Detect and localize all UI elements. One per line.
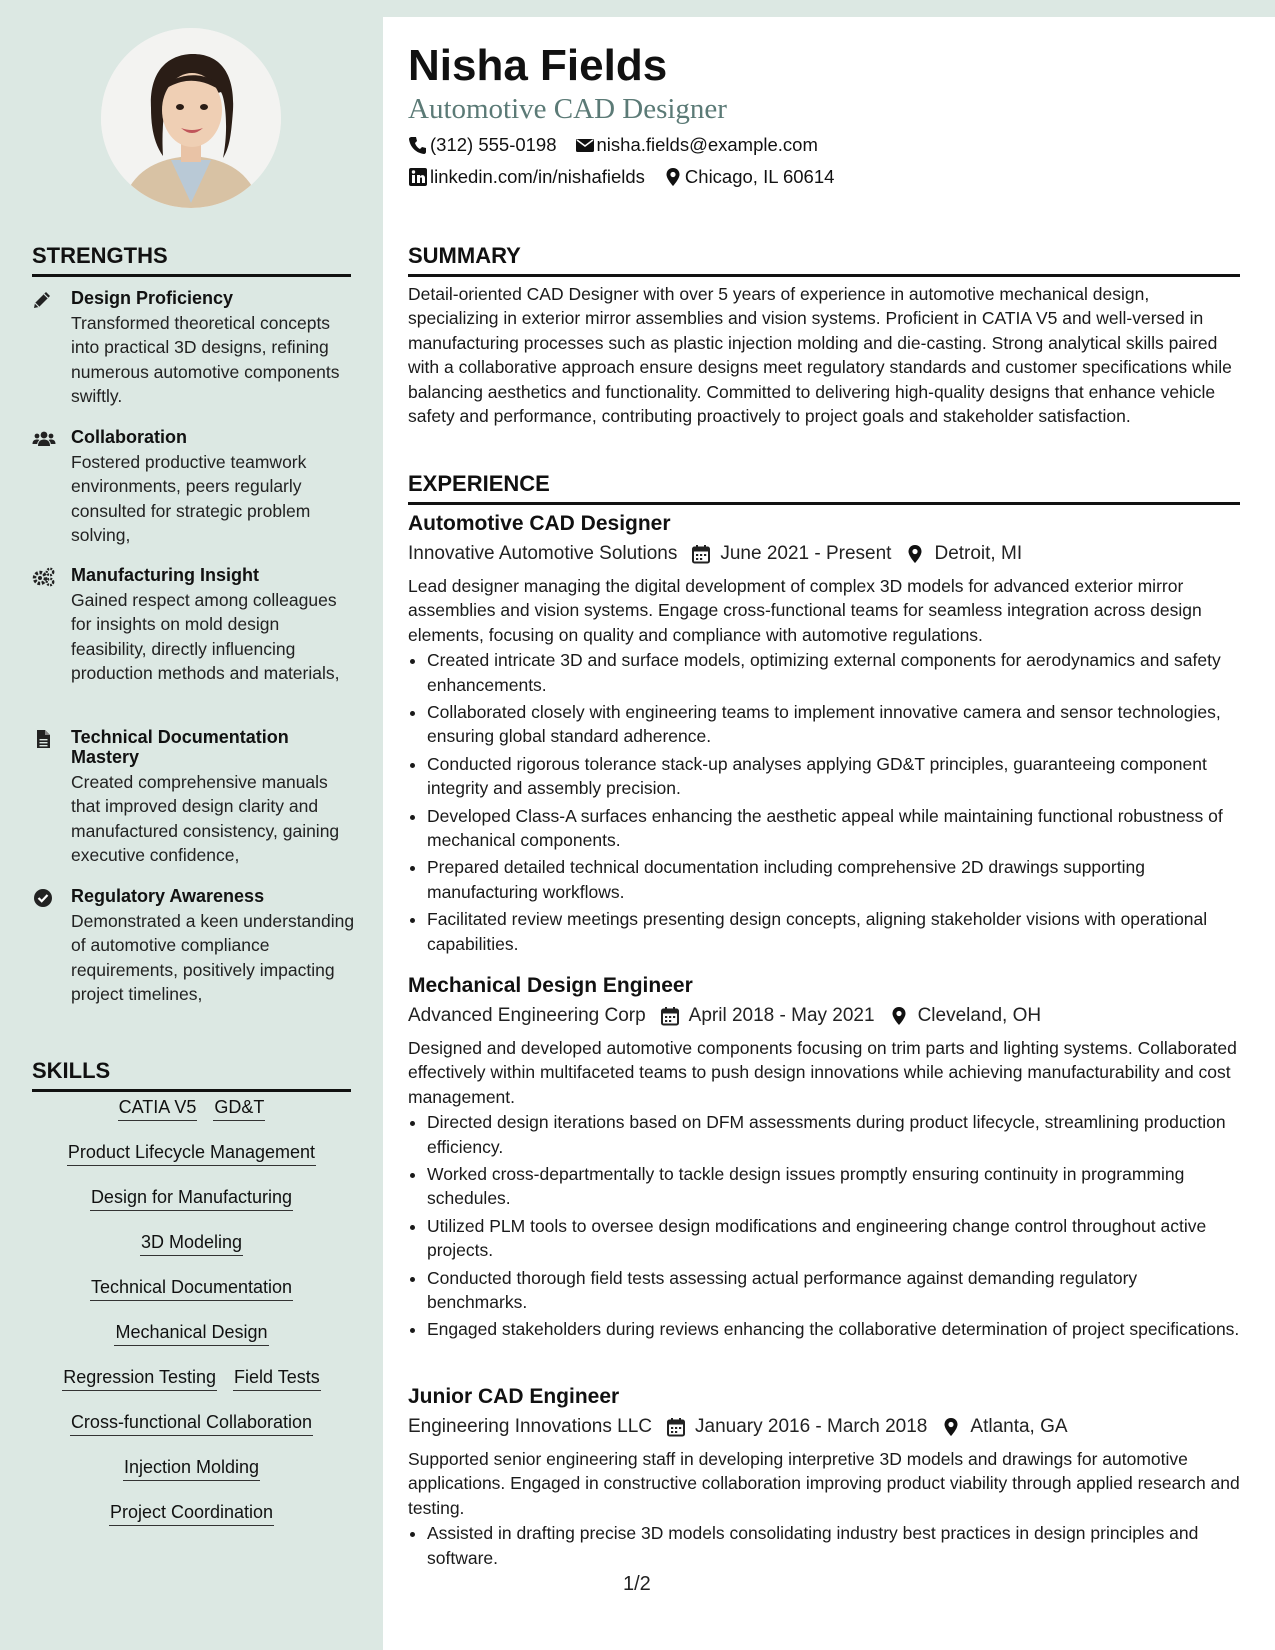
job-role: Mechanical Design Engineer <box>408 974 693 997</box>
job-bullet: • Developed Class-A surfaces enhancing the aesthetic appeal while maintaining functional robustness of mechanical components. <box>427 804 1242 853</box>
job-bullet: • Collaborated closely with engineering teams to implement innovative camera and sensor technologies, ensuring global standard adherence. <box>427 700 1242 749</box>
skill-tag: 3D Modeling <box>140 1230 243 1256</box>
job-meta <box>408 1415 1242 1439</box>
skill-tag: Regression Testing <box>62 1365 217 1391</box>
candidate-title: Automotive CAD Designer <box>408 93 727 125</box>
calendar-icon <box>666 1417 686 1437</box>
job-meta <box>408 1004 1242 1028</box>
linkedin-link[interactable]: linkedin.com/in/nishafields <box>430 166 645 187</box>
phone-icon <box>408 135 428 155</box>
summary-text: Detail-oriented CAD Designer with over 5 years of experience in automotive mechanical design, specializing in exterior mirror assemblies and vision systems. Proficient in CATIA V5 and well-versed in manufacturing processes such as plastic injection molding and die-casting. Strong analytical skills paired with a collaborative approach ensure designs meet regulatory standards and customer specifications while balancing aesthetics and functionality. Committed to delivering high-quality designs that enhance vehicle safety and performance, contributing proactively to project goals and stakeholder satisfaction. <box>408 284 1232 427</box>
skills-list <box>32 1095 351 1545</box>
skills-heading: SKILLS <box>32 1058 351 1092</box>
job-company: Engineering Innovations LLC <box>408 1416 653 1437</box>
envelope-icon <box>575 135 595 155</box>
strength-title: Technical Documentation Mastery <box>71 727 289 767</box>
map-pin-icon <box>905 544 925 564</box>
job-bullet: • Directed design iterations based on DFM assessments during product lifecycle, streamlining production efficiency. <box>427 1110 1242 1159</box>
job-bullet: • Prepared detailed technical documentation including comprehensive 2D drawings supporting manufacturing workflows. <box>427 855 1242 904</box>
pencil-icon <box>32 290 54 310</box>
map-pin-icon <box>663 167 683 187</box>
job-bullet: • Assisted in drafting precise 3D models consolidating industry best practices in design principles and software. <box>427 1521 1242 1570</box>
skill-tag: Mechanical Design <box>114 1320 268 1346</box>
strength-title: Design Proficiency <box>71 288 234 308</box>
calendar-icon <box>691 544 711 564</box>
email-link[interactable]: nisha.fields@example.com <box>596 134 818 155</box>
page-number: 1/2 <box>623 1573 651 1595</box>
skill-tag: Cross-functional Collaboration <box>70 1410 313 1436</box>
strength-item <box>32 727 357 867</box>
check-circle-icon <box>32 888 54 908</box>
skill-tag: Product Lifecycle Management <box>67 1140 316 1166</box>
job-description: Designed and developed automotive components focusing on trim parts and lighting systems. Collaborated effectively within multifaceted teams to push design innovations while achieving manufacturability and cost management. <box>408 1038 1237 1107</box>
job-bullet: • Conducted thorough field tests assessing actual performance against demanding regulatory benchmarks. <box>427 1266 1242 1315</box>
job-bullets <box>408 1110 1242 1342</box>
strength-title: Manufacturing Insight <box>71 565 259 585</box>
job-company: Advanced Engineering Corp <box>408 1005 646 1026</box>
summary-heading: SUMMARY <box>408 243 1240 277</box>
strength-desc: Demonstrated a keen understanding of automotive compliance requirements, positively impacting project timelines, <box>71 911 355 1004</box>
strength-item <box>32 565 357 685</box>
strength-desc: Gained respect among colleagues for insights on mold design feasibility, directly influencing production methods and materials, <box>71 590 340 683</box>
strength-desc: Transformed theoretical concepts into practical 3D designs, refining numerous automotive components swiftly. <box>71 313 340 406</box>
job-bullet: • Utilized PLM tools to oversee design modifications and engineering change control throughout active projects. <box>427 1214 1242 1263</box>
job-entry <box>408 511 1242 959</box>
skill-tag: Design for Manufacturing <box>90 1185 293 1211</box>
strength-item <box>32 288 357 408</box>
job-bullet: • Worked cross-departmentally to tackle design issues promptly ensuring continuity in programming schedules. <box>427 1162 1242 1211</box>
job-role: Automotive CAD Designer <box>408 512 671 535</box>
strengths-heading: STRENGTHS <box>32 243 351 277</box>
job-dates: June 2021 - Present <box>720 543 892 564</box>
contact-row-2 <box>408 165 834 189</box>
strength-title: Regulatory Awareness <box>71 886 265 906</box>
gears-icon <box>32 567 54 587</box>
strength-item <box>32 886 357 1006</box>
job-role: Junior CAD Engineer <box>408 1385 620 1408</box>
job-bullet: • Facilitated review meetings presenting design concepts, aligning stakeholder visions with operational capabilities. <box>427 907 1242 956</box>
job-bullet: • Conducted rigorous tolerance stack-up analyses applying GD&T principles, guaranteeing component integrity and assembly precision. <box>427 752 1242 801</box>
users-icon <box>32 429 54 449</box>
contact-row-1 <box>408 133 818 157</box>
phone-text[interactable]: (312) 555-0198 <box>430 134 557 155</box>
job-dates: January 2016 - March 2018 <box>695 1416 928 1437</box>
job-location: Cleveland, OH <box>917 1005 1042 1026</box>
job-bullet: • Engaged stakeholders during reviews enhancing the collaborative determination of project specifications. <box>427 1317 1242 1341</box>
job-company: Innovative Automotive Solutions <box>408 543 678 564</box>
job-bullets <box>408 648 1242 956</box>
skill-tag: CATIA V5 <box>118 1095 198 1121</box>
job-entry <box>408 1384 1242 1573</box>
job-description: Supported senior engineering staff in developing interpretive 3D models and drawings for automotive applications. Engaged in constructive collaboration improving product viability through applied research and testing. <box>408 1449 1240 1518</box>
job-location: Atlanta, GA <box>970 1416 1068 1437</box>
skill-tag: Technical Documentation <box>90 1275 293 1301</box>
linkedin-icon <box>408 167 428 187</box>
candidate-name: Nisha Fields <box>408 41 668 90</box>
job-dates: April 2018 - May 2021 <box>688 1005 875 1026</box>
job-bullet: • Created intricate 3D and surface models, optimizing external components for aerodynamics and safety enhancements. <box>427 648 1242 697</box>
job-meta <box>408 542 1242 566</box>
job-bullets <box>408 1521 1242 1570</box>
strength-desc: Created comprehensive manuals that improved design clarity and manufactured consistency, gaining executive confidence, <box>71 772 340 865</box>
skill-tag: GD&T <box>213 1095 265 1121</box>
job-entry <box>408 973 1242 1345</box>
strength-item <box>32 427 357 547</box>
job-location: Detroit, MI <box>934 543 1023 564</box>
experience-heading: EXPERIENCE <box>408 471 1240 505</box>
profile-photo <box>101 28 281 208</box>
strength-desc: Fostered productive teamwork environments, peers regularly consulted for strategic problem solving, <box>71 452 311 545</box>
calendar-icon <box>660 1006 680 1026</box>
job-description: Lead designer managing the digital development of complex 3D models for advanced exterior mirror assemblies and vision systems. Engage cross-functional teams for seamless integration across design elements, focusing on quality and compliance with automotive regulations. <box>408 576 1202 645</box>
strength-title: Collaboration <box>71 427 187 447</box>
skill-tag: Injection Molding <box>123 1455 260 1481</box>
map-pin-icon <box>941 1417 961 1437</box>
location-text: Chicago, IL 60614 <box>684 166 835 187</box>
document-icon <box>32 729 54 749</box>
skill-tag: Field Tests <box>233 1365 321 1391</box>
map-pin-icon <box>889 1006 909 1026</box>
skill-tag: Project Coordination <box>109 1500 274 1526</box>
